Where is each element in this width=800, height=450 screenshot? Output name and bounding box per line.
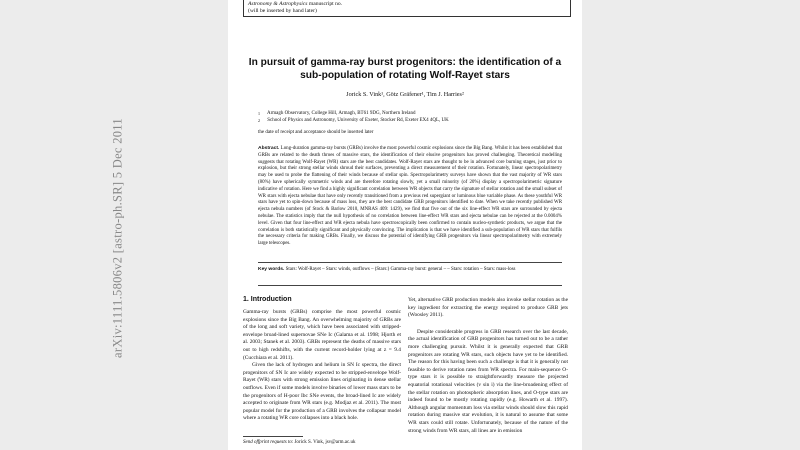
- journal-note: (will be inserted by hand later): [248, 8, 317, 14]
- keywords-rule-top: [258, 262, 562, 263]
- title-line-2: sub-population of rotating Wolf-Rayet stars: [300, 70, 510, 81]
- footnote-rule: [243, 436, 303, 437]
- affiliation-2: [258, 117, 449, 124]
- paragraph: Yet, alternative GRB production models also invoke stellar rotation as the key ingredient for extracting the energy required to produce GRB jets (Woosley 2011).: [408, 297, 568, 319]
- paper-title: [238, 56, 572, 82]
- paper-page: [228, 0, 582, 450]
- affiliation-number: 2: [258, 118, 260, 123]
- arxiv-identifier: arXiv:1111.5806v2 [astro-ph.SR] 5 Dec 2011: [110, 118, 125, 358]
- footnote-label: Send offprint requests to: [243, 440, 292, 445]
- journal-name: Astronomy & Astrophysics: [248, 1, 308, 7]
- paragraph: Despite considerable progress in GRB research over the last decade, the actual identification of GRB progenitors has turned out to be a rather more challenging pursuit. Whilst it is generally expected that GRB progenitors are rotating WR stars, such objects have yet to be identified. The reason for this having been such a challenge is that it is generally not feasible to derive rotation rates from WR spectra. For main-sequence O-type stars it is possible to straightforwardly measure the projected equatorial rotational velocities (v sin i) via the line-broadening effect of the stellar rotation on photospheric absorption lines, and O-type stars are indeed found to be mostly rotating rapidly (e.g. Howarth et al. 1997). Although angular momentum loss via stellar winds should slow this rapid rotation during massive star evolution, it is natural to assume that some WR stars could still rotate. Unfortunately, because of the nature of the strong winds from WR stars, all lines are in emission: [408, 328, 568, 434]
- footnote-text: : Jorick S. Vink, jsv@arm.ac.uk: [291, 440, 356, 445]
- section-heading-introduction: 1. Introduction: [243, 296, 292, 303]
- keywords-label: Key words.: [258, 267, 285, 272]
- footnote: [243, 440, 356, 445]
- affiliations: [258, 110, 449, 124]
- paragraph: Given the lack of hydrogen and helium in SN Ic spectra, the direct progenitors of SN Ic are widely expected to be stripped-envelope Wolf-Rayet (WR) stars with strong emission lines originating in dense stellar outflows. Even if some models involve binaries of lower mass stars to be the progenitors of H-poor Ibc SNe events, the broad-lined Ic are widely accepted to originate from WR stars (e.g. Modjaz et al. 2011). The most popular model for the production of a GRB involves the collapsar model where a rotating WR core collapses into a black hole.: [243, 362, 401, 422]
- abstract: [258, 146, 562, 248]
- keywords-rule-bottom: [258, 285, 562, 286]
- title-line-1: In pursuit of gamma-ray burst progenitors: the identification of a: [248, 57, 562, 68]
- keywords-text: Stars: Wolf-Rayet – Stars: winds, outflows – (Stars:) Gamma-ray burst: general – – Stars: rotation – Stars: mass-loss: [285, 267, 516, 272]
- manuscript-label: manuscript no.: [308, 1, 343, 7]
- abstract-text: Long-duration gamma-ray bursts (GRBs) involve the most powerful cosmic explosions since the Big Bang. Whilst it has been established that GRBs are related to the death throes of massive stars, the identification of their elusive progenitors has proved challenging. Theoretical modelling suggests that rotating Wolf-Rayet (WR) stars are the best candidates. Wolf-Rayet stars are thought to be in advanced core burning stages, just prior to explosion, but their strong stellar winds shroud their surfaces, preventing a direct measurement of their rotation. Fortunately, linear spectropolarimetry may be used to probe the flattening of their winds because of stellar spin. Spectropolarimetry surveys have shown that the vast majority of WR stars (80%) have spherically symmetric winds and are therefore rotating slowly, yet a small minority (of 20%) display a spectropolarimetric signature indicative of rotation. Here we find a highly significant correlation between WR objects that carry the signature of stellar rotation and the small subset of WR stars with ejecta nebulae that have only recently transitioned from a previous red supergiant or luminous blue variable phase. As these youthful WR stars have yet to spin-down because of mass loss, they are the best candidate GRB progenitors identified to date. When we take recently published WR ejecta nebula numbers (of Stock & Barlow 2010, MNRAS 409: 1429), we find that five out of the six line-effect WR stars are surrounded by ejecta nebulae. The statistics imply that the null hypothesis of no correlation between line-effect WR stars and ejecta nebulae can be rejected at the 0.0004% level. Given that four line-effect and WR ejecta nebula have spectroscopically been confirmed to contain nucleo-synthetic products, we argue that the correlation is both statistically significant and physically convincing. The implication is that we have identified a sub-population of WR stars that fulfils the necessary criteria for making GRBs. Finally, we discuss the potential of identifying GRB progenitors via linear spectropolarimetry with extremely large telescopes.: [258, 146, 563, 247]
- right-column: [408, 297, 568, 435]
- abstract-label: Abstract.: [258, 146, 280, 151]
- affiliation-text: Armagh Observatory, College Hill, Armagh, BT61 9DG, Northern Ireland: [266, 111, 416, 116]
- affiliation-text: School of Physics and Astronomy, University of Exeter, Stocker Rd, Exeter EX4 4QL, UK: [267, 118, 449, 123]
- received-date-note: the date of receipt and acceptance should be inserted later: [258, 130, 374, 135]
- affiliation-number: 1: [258, 111, 260, 116]
- journal-header-box: [243, 0, 571, 17]
- left-column: [243, 309, 401, 423]
- author-list: Jorick S. Vink¹, Götz Gräfener¹, Tim J. Harries²: [346, 91, 464, 98]
- paragraph: Gamma-ray bursts (GRBs) comprise the most powerful cosmic explosions since the Big Bang. An overwhelming majority of GRBs are of the long and soft variety, which have been associated with stripped-envelope broad-lined supernovae SNe Ic (Galama et al. 1998; Hjorth et al. 2003; Stanek et al. 2003). GRBs represent the deaths of massive stars out to high redshifts, with the current record-holder lying at z = 9.4 (Cucchiara et al. 2011).: [243, 309, 401, 361]
- keywords: [258, 266, 562, 273]
- affiliation-1: [258, 110, 449, 117]
